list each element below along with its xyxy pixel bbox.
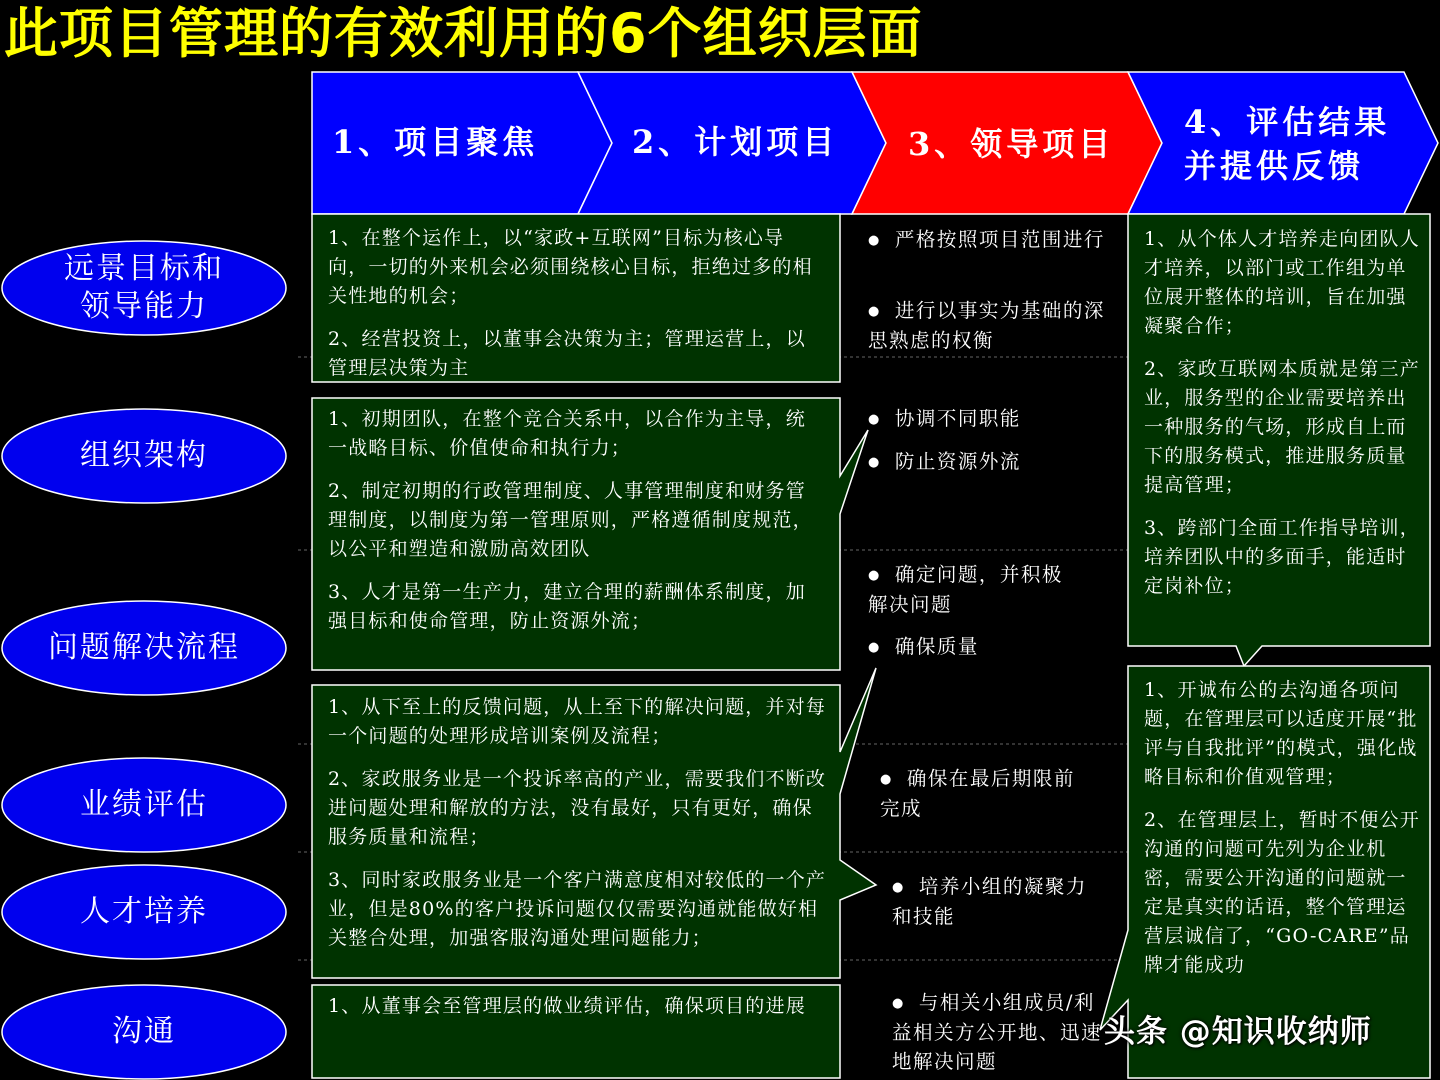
row-label-performance: 业绩评估 bbox=[80, 787, 208, 822]
col3-bullet-9: ● 与相关小组成员/利益相关方公开地、迅速地解决问题 bbox=[892, 988, 1112, 1076]
header-evaluate-line1: 4、评估结果 bbox=[1184, 103, 1391, 141]
col3-bullet-8: ● 培养小组的凝聚力和技能 bbox=[892, 872, 1102, 931]
col4-box2-item-1: 1、开诚布公的去沟通各项问题，在管理层可以适度开展“批评与自我批评”的模式，强化战略目标和价值观管理； bbox=[1144, 679, 1418, 788]
col3-bullet-7: ● 确保在最后期限前完成 bbox=[880, 764, 1090, 823]
header-project-focus: 1、项目聚焦 bbox=[332, 123, 539, 161]
row-label-organization: 组织架构 bbox=[80, 438, 208, 473]
watermark: 头条 @知识收纳师 bbox=[1104, 1014, 1372, 1050]
col4-box2-item-2: 2、在管理层上，暂时不便公开沟通的问题可先列为企业机密，需要公开沟通的问题就一定是真实的话语，整个管理运营层诚信了，“GO-CARE”品牌才能成功 bbox=[1144, 809, 1420, 976]
col1-box2-item-2: 2、制定初期的行政管理制度、人事管理制度和财务管理制度，以制度为第一管理原则，严格遵循制度规范，以公平和塑造和激励高效团队 bbox=[328, 480, 813, 560]
header-lead-project: 3、领导项目 bbox=[908, 125, 1115, 163]
header-evaluate-line2: 并提供反馈 bbox=[1184, 147, 1365, 185]
col1-box1-text bbox=[328, 224, 824, 397]
col4-box2-text bbox=[1144, 676, 1420, 994]
header-evaluate-results bbox=[1184, 100, 1390, 188]
col1-box2-item-1: 1、初期团队，在整个竞合关系中，以合作为主导，统一战略目标、价值使命和执行力； bbox=[328, 408, 806, 459]
col1-box4-text bbox=[328, 992, 824, 1035]
col3-bullet-4: ● 防止资源外流 bbox=[868, 447, 1116, 477]
col3-bullet-2: ● 进行以事实为基础的深思熟虑的权衡 bbox=[868, 296, 1116, 355]
row-label-talent: 人才培养 bbox=[80, 894, 208, 929]
col1-box2-item-3: 3、人才是第一生产力，建立合理的薪酬体系制度，加强目标和使命管理，防止资源外流； bbox=[328, 581, 806, 632]
col1-box2-text bbox=[328, 405, 824, 650]
row-label-vision-line1: 远景目标和 bbox=[64, 251, 224, 286]
row-label-vision bbox=[2, 241, 286, 335]
col4-box1-item-1: 1、从个体人才培养走向团队人才培养，以部门或工作组为单位展开整体的培训，旨在加强凝聚合作； bbox=[1144, 228, 1420, 337]
col4-box1-text bbox=[1144, 225, 1420, 615]
col3-bullet-1: ● 严格按照项目范围进行 bbox=[868, 225, 1116, 255]
row-label-vision-line2: 领导能力 bbox=[80, 289, 208, 324]
col1-box3-item-2: 2、家政服务业是一个投诉率高的产业，需要我们不断改进问题处理和解放的方法，没有最好，只有更好，确保服务质量和流程； bbox=[328, 768, 827, 848]
page-title: 此项目管理的有效利用的6个组织层面 bbox=[4, 2, 923, 65]
col1-box4-item-1: 1、从董事会至管理层的做业绩评估，确保项目的进展 bbox=[328, 995, 806, 1017]
col4-box1-item-2: 2、家政互联网本质就是第三产业，服务型的企业需要培养出一种服务的气场，形成自上而下的服务模式，推进服务质量提高管理； bbox=[1144, 358, 1420, 496]
row-label-problem-solving: 问题解决流程 bbox=[48, 630, 240, 665]
col1-box1-item-1: 1、在整个运作上，以“家政+互联网”目标为核心导向，一切的外来机会必须围绕核心目标，拒绝过多的相关性地的机会； bbox=[328, 227, 813, 307]
col4-box1-item-3: 3、跨部门全面工作指导培训，培养团队中的多面手，能适时定岗补位； bbox=[1144, 517, 1420, 597]
row-label-communication: 沟通 bbox=[112, 1014, 176, 1049]
col3-bullet-5: ● 确定问题，并积极解决问题 bbox=[868, 560, 1068, 619]
col1-box3-item-1: 1、从下至上的反馈问题，从上至下的解决问题，并对每一个问题的处理形成培训案例及流程； bbox=[328, 696, 827, 747]
col3-bullet-3: ● 协调不同职能 bbox=[868, 404, 1116, 434]
col3-bullet-6: ● 确保质量 bbox=[868, 632, 1116, 662]
col1-box1-item-2: 2、经营投资上，以董事会决策为主；管理运营上，以管理层决策为主 bbox=[328, 328, 806, 379]
col1-box3-item-3: 3、同时家政服务业是一个客户满意度相对较低的一个产业，但是80%的客户投诉问题仅仅需要沟通就能做好相关整合处理，加强客服沟通处理问题能力； bbox=[328, 869, 827, 949]
col1-box3-text bbox=[328, 693, 830, 967]
header-plan-project: 2、计划项目 bbox=[632, 123, 839, 161]
